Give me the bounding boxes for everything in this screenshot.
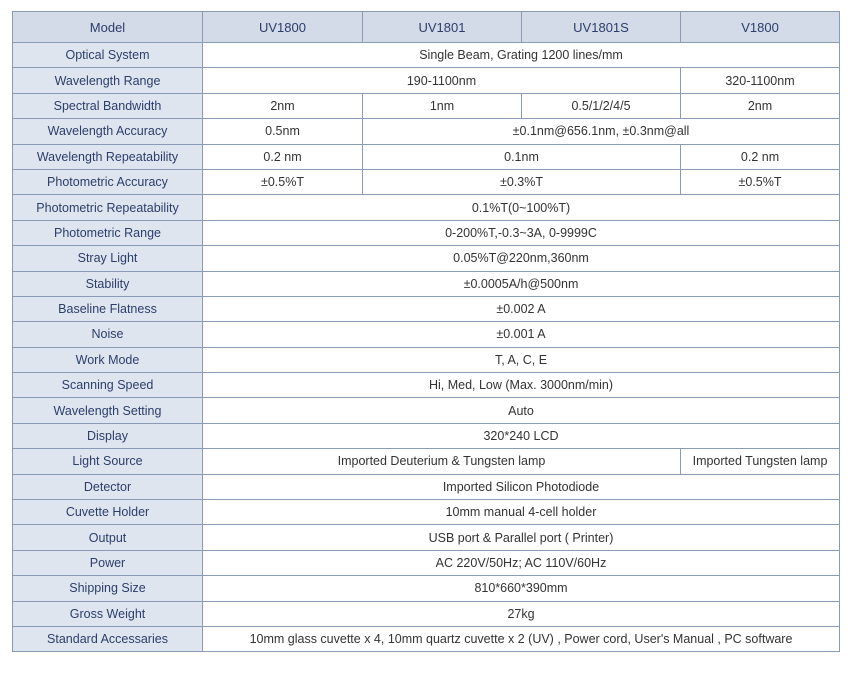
- display-value: 320*240 LCD: [203, 423, 840, 448]
- row-photometric-repeatability: [13, 195, 840, 220]
- photometric-accuracy-v1800-value: ±0.5%T: [681, 169, 840, 194]
- light-source-v1800-value: Imported Tungsten lamp: [681, 449, 840, 474]
- photometric-accuracy-uv1800-value: ±0.5%T: [203, 169, 363, 194]
- row-output: [13, 525, 840, 550]
- light-source-uv-value: Imported Deuterium & Tungsten lamp: [203, 449, 681, 474]
- row-gross-weight: [13, 601, 840, 626]
- row-wavelength-accuracy: [13, 119, 840, 144]
- row-power: [13, 550, 840, 575]
- output-value: USB port & Parallel port ( Printer): [203, 525, 840, 550]
- row-noise: [13, 322, 840, 347]
- wavelength-repeatability-label: Wavelength Repeatability: [13, 144, 203, 169]
- wavelength-repeatability-uv1800-value: 0.2 nm: [203, 144, 363, 169]
- power-label: Power: [13, 550, 203, 575]
- row-stability: [13, 271, 840, 296]
- row-standard-accessories: [13, 626, 840, 651]
- output-label: Output: [13, 525, 203, 550]
- gross-weight-value: 27kg: [203, 601, 840, 626]
- spectral-bandwidth-label: Spectral Bandwidth: [13, 93, 203, 118]
- optical-system-value: Single Beam, Grating 1200 lines/mm: [203, 43, 840, 68]
- stability-label: Stability: [13, 271, 203, 296]
- row-light-source: [13, 449, 840, 474]
- row-baseline-flatness: [13, 296, 840, 321]
- header-v1800: V1800: [681, 12, 840, 43]
- wavelength-repeatability-uv1801-value: 0.1nm: [363, 144, 681, 169]
- spectral-bandwidth-uv1801s-value: 0.5/1/2/4/5: [522, 93, 681, 118]
- display-label: Display: [13, 423, 203, 448]
- wavelength-setting-label: Wavelength Setting: [13, 398, 203, 423]
- cuvette-holder-value: 10mm manual 4-cell holder: [203, 500, 840, 525]
- header-row: [13, 12, 840, 43]
- wavelength-accuracy-label: Wavelength Accuracy: [13, 119, 203, 144]
- shipping-size-label: Shipping Size: [13, 576, 203, 601]
- row-optical-system: [13, 43, 840, 68]
- noise-value: ±0.001 A: [203, 322, 840, 347]
- wavelength-range-label: Wavelength Range: [13, 68, 203, 93]
- row-wavelength-repeatability: [13, 144, 840, 169]
- row-wavelength-range: [13, 68, 840, 93]
- stray-light-value: 0.05%T@220nm,360nm: [203, 246, 840, 271]
- stray-light-label: Stray Light: [13, 246, 203, 271]
- photometric-accuracy-uv1801-value: ±0.3%T: [363, 169, 681, 194]
- row-photometric-accuracy: [13, 169, 840, 194]
- wavelength-accuracy-others-value: ±0.1nm@656.1nm, ±0.3nm@all: [363, 119, 840, 144]
- shipping-size-value: 810*660*390mm: [203, 576, 840, 601]
- photometric-accuracy-label: Photometric Accuracy: [13, 169, 203, 194]
- row-shipping-size: [13, 576, 840, 601]
- row-wavelength-setting: [13, 398, 840, 423]
- photometric-range-label: Photometric Range: [13, 220, 203, 245]
- cuvette-holder-label: Cuvette Holder: [13, 500, 203, 525]
- stability-value: ±0.0005A/h@500nm: [203, 271, 840, 296]
- spectral-bandwidth-v1800-value: 2nm: [681, 93, 840, 118]
- spectral-bandwidth-uv1801-value: 1nm: [363, 93, 522, 118]
- work-mode-label: Work Mode: [13, 347, 203, 372]
- header-uv1801: UV1801: [363, 12, 522, 43]
- work-mode-value: T, A, C, E: [203, 347, 840, 372]
- header-uv1801s: UV1801S: [522, 12, 681, 43]
- header-model: Model: [13, 12, 203, 43]
- row-stray-light: [13, 246, 840, 271]
- noise-label: Noise: [13, 322, 203, 347]
- wavelength-accuracy-uv1800-value: 0.5nm: [203, 119, 363, 144]
- scanning-speed-value: Hi, Med, Low (Max. 3000nm/min): [203, 373, 840, 398]
- baseline-flatness-value: ±0.002 A: [203, 296, 840, 321]
- photometric-range-value: 0-200%T,-0.3~3A, 0-9999C: [203, 220, 840, 245]
- row-photometric-range: [13, 220, 840, 245]
- standard-accessories-label: Standard Accessaries: [13, 626, 203, 651]
- row-cuvette-holder: [13, 500, 840, 525]
- row-display: [13, 423, 840, 448]
- row-spectral-bandwidth: [13, 93, 840, 118]
- detector-value: Imported Silicon Photodiode: [203, 474, 840, 499]
- photometric-repeatability-label: Photometric Repeatability: [13, 195, 203, 220]
- header-uv1800: UV1800: [203, 12, 363, 43]
- wavelength-range-uv-value: 190-1100nm: [203, 68, 681, 93]
- row-work-mode: [13, 347, 840, 372]
- scanning-speed-label: Scanning Speed: [13, 373, 203, 398]
- spectral-bandwidth-uv1800-value: 2nm: [203, 93, 363, 118]
- photometric-repeatability-value: 0.1%T(0~100%T): [203, 195, 840, 220]
- gross-weight-label: Gross Weight: [13, 601, 203, 626]
- detector-label: Detector: [13, 474, 203, 499]
- row-scanning-speed: [13, 373, 840, 398]
- standard-accessories-value: 10mm glass cuvette x 4, 10mm quartz cuvette x 2 (UV) , Power cord, User's Manual , PC software: [203, 626, 840, 651]
- optical-system-label: Optical System: [13, 43, 203, 68]
- wavelength-setting-value: Auto: [203, 398, 840, 423]
- power-value: AC 220V/50Hz; AC 110V/60Hz: [203, 550, 840, 575]
- spec-table: [12, 11, 840, 652]
- row-detector: [13, 474, 840, 499]
- wavelength-range-v1800-value: 320-1100nm: [681, 68, 840, 93]
- wavelength-repeatability-v1800-value: 0.2 nm: [681, 144, 840, 169]
- baseline-flatness-label: Baseline Flatness: [13, 296, 203, 321]
- light-source-label: Light Source: [13, 449, 203, 474]
